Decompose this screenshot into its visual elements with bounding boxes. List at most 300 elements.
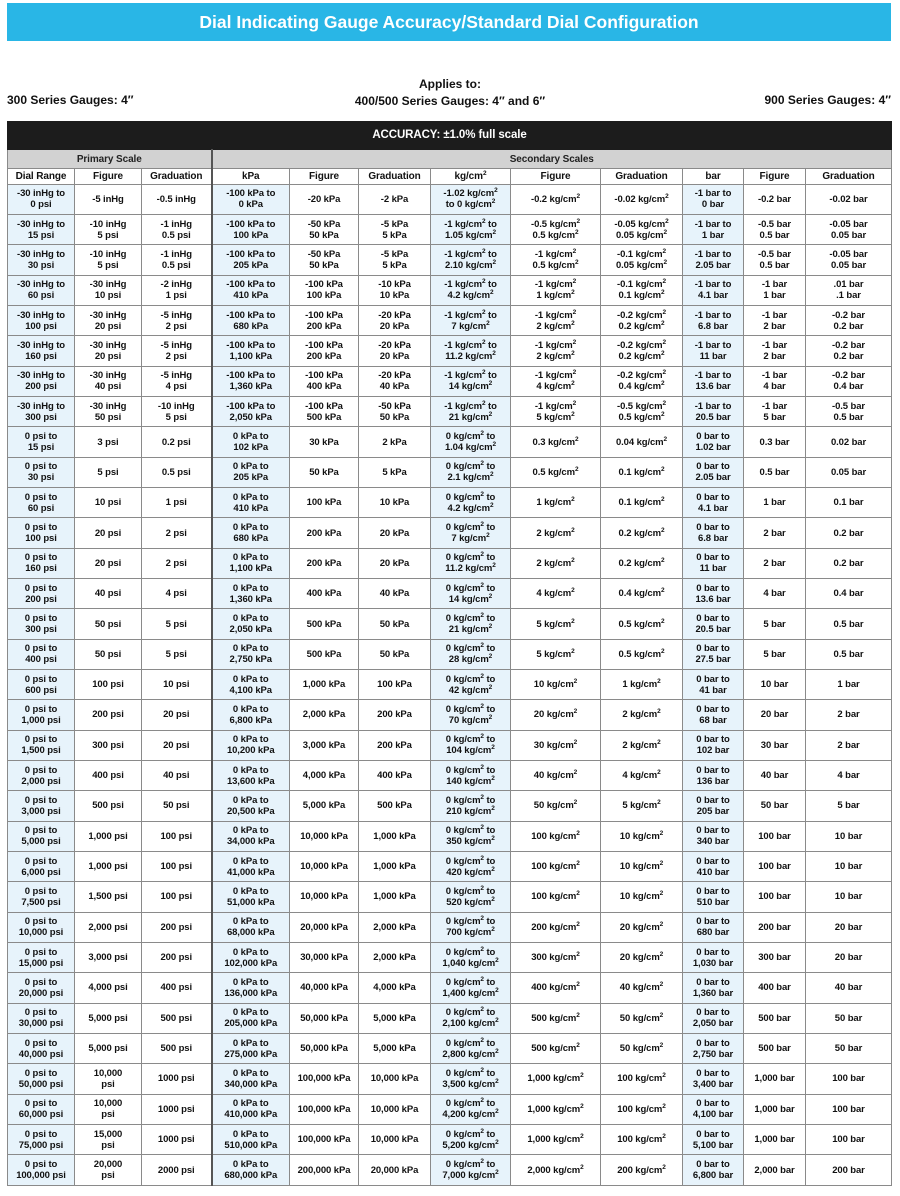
cell-kpa-figure: 500 kPa — [290, 609, 359, 639]
cell-bar-figure: 1,000 bar — [744, 1094, 806, 1124]
cell-figure: -30 inHg 20 psi — [75, 336, 142, 366]
cell-graduation: 2 psi — [142, 518, 212, 548]
cell-bar-figure: 30 bar — [744, 730, 806, 760]
applies-900-series: 900 Series Gauges: 4″ — [764, 93, 891, 107]
cell-kpa-graduation: -10 kPa 10 kPa — [359, 275, 431, 305]
table-row — [8, 488, 892, 518]
cell-graduation: 20 psi — [142, 700, 212, 730]
cell-kpa-graduation: 4,000 kPa — [359, 973, 431, 1003]
cell-dial-range: 0 psi to 15 psi — [8, 427, 75, 457]
cell-kpa-figure: 10,000 kPa — [290, 882, 359, 912]
cell-kgcm2-figure: 4 $kg/cm^2$ — [511, 579, 601, 609]
table-row — [8, 215, 892, 245]
table-row — [8, 760, 892, 790]
cell-bar-range: 0 bar to 1.02 bar — [683, 427, 744, 457]
cell-bar-range: 0 bar to 6.8 bar — [683, 518, 744, 548]
cell-kpa-range: 0 kPa to 205 kPa — [212, 457, 290, 487]
cell-graduation: 100 psi — [142, 882, 212, 912]
table-row — [8, 1124, 892, 1154]
table-row — [8, 1064, 892, 1094]
cell-kgcm2-graduation: 10 $kg/cm^2$ — [601, 821, 683, 851]
cell-kpa-range: 0 kPa to 510,000 kPa — [212, 1124, 290, 1154]
cell-graduation: -5 inHg 4 psi — [142, 366, 212, 396]
cell-kpa-range: 0 kPa to 68,000 kPa — [212, 912, 290, 942]
cell-bar-range: -1 bar to 4.1 bar — [683, 275, 744, 305]
cell-kgcm2-range: 0 $kg/cm^2$ to 420 $kg/cm^2$ — [431, 851, 511, 881]
cell-bar-graduation: 100 bar — [806, 1124, 892, 1154]
applies-400-500-series: 400/500 Series Gauges: 4″ and 6″ — [354, 94, 546, 108]
cell-kgcm2-figure: 500 $kg/cm^2$ — [511, 1003, 601, 1033]
cell-dial-range: -30 inHg to 100 psi — [8, 306, 75, 336]
cell-kgcm2-graduation: 100 $kg/cm^2$ — [601, 1094, 683, 1124]
table-row — [8, 366, 892, 396]
cell-dial-range: 0 psi to 40,000 psi — [8, 1033, 75, 1063]
cell-bar-figure: 100 bar — [744, 821, 806, 851]
cell-dial-range: 0 psi to 100 psi — [8, 518, 75, 548]
cell-kpa-graduation: 1,000 kPa — [359, 821, 431, 851]
cell-figure: -30 inHg 50 psi — [75, 397, 142, 427]
cell-figure: 400 psi — [75, 760, 142, 790]
cell-kgcm2-figure: 100 $kg/cm^2$ — [511, 882, 601, 912]
cell-bar-range: 0 bar to 3,400 bar — [683, 1064, 744, 1094]
cell-graduation: 1 psi — [142, 488, 212, 518]
cell-bar-range: 0 bar to 205 bar — [683, 791, 744, 821]
table-row — [8, 912, 892, 942]
cell-kpa-figure: 40,000 kPa — [290, 973, 359, 1003]
cell-kpa-range: -100 kPa to 1,100 kPa — [212, 336, 290, 366]
cell-kpa-graduation: 200 kPa — [359, 700, 431, 730]
cell-kgcm2-graduation: 10 $kg/cm^2$ — [601, 851, 683, 881]
cell-kgcm2-figure: 100 $kg/cm^2$ — [511, 821, 601, 851]
cell-graduation: -0.5 inHg — [142, 184, 212, 214]
cell-kgcm2-figure: -1 $kg/cm^2$ 1 $kg/cm^2$ — [511, 275, 601, 305]
cell-dial-range: 0 psi to 160 psi — [8, 548, 75, 578]
cell-graduation: 5 psi — [142, 639, 212, 669]
cell-kpa-range: -100 kPa to 0 kPa — [212, 184, 290, 214]
cell-kpa-graduation: 10,000 kPa — [359, 1124, 431, 1154]
cell-figure: 300 psi — [75, 730, 142, 760]
cell-kpa-figure: -100 kPa 200 kPa — [290, 306, 359, 336]
cell-kgcm2-figure: -0.2 $kg/cm^2$ — [511, 184, 601, 214]
cell-kpa-graduation: -5 kPa 5 kPa — [359, 245, 431, 275]
cell-figure: -5 inHg — [75, 184, 142, 214]
cell-dial-range: -30 inHg to 200 psi — [8, 366, 75, 396]
cell-kgcm2-graduation: 10 $kg/cm^2$ — [601, 882, 683, 912]
cell-kpa-graduation: 20 kPa — [359, 548, 431, 578]
cell-kgcm2-figure: 500 $kg/cm^2$ — [511, 1033, 601, 1063]
cell-kpa-range: -100 kPa to 680 kPa — [212, 306, 290, 336]
cell-kpa-range: 0 kPa to 275,000 kPa — [212, 1033, 290, 1063]
cell-kpa-graduation: 5 kPa — [359, 457, 431, 487]
table-row — [8, 184, 892, 214]
cell-graduation: 200 psi — [142, 942, 212, 972]
cell-kgcm2-graduation: 100 $kg/cm^2$ — [601, 1064, 683, 1094]
cell-kgcm2-graduation: 50 $kg/cm^2$ — [601, 1003, 683, 1033]
cell-bar-range: -1 bar to 1 bar — [683, 215, 744, 245]
cell-kgcm2-graduation: 0.1 $kg/cm^2$ — [601, 457, 683, 487]
cell-kpa-graduation: 20,000 kPa — [359, 1155, 431, 1186]
cell-kgcm2-figure: 5 $kg/cm^2$ — [511, 609, 601, 639]
cell-dial-range: 0 psi to 100,000 psi — [8, 1155, 75, 1186]
cell-dial-range: -30 inHg to 0 psi — [8, 184, 75, 214]
cell-bar-figure: 2,000 bar — [744, 1155, 806, 1186]
cell-bar-figure: -1 bar 2 bar — [744, 336, 806, 366]
cell-kpa-range: 0 kPa to 41,000 kPa — [212, 851, 290, 881]
cell-dial-range: 0 psi to 200 psi — [8, 579, 75, 609]
cell-kgcm2-range: 0 $kg/cm^2$ to 1.04 $kg/cm^2$ — [431, 427, 511, 457]
cell-kpa-figure: 50 kPa — [290, 457, 359, 487]
cell-bar-figure: 500 bar — [744, 1033, 806, 1063]
cell-bar-graduation: 2 bar — [806, 700, 892, 730]
cell-kgcm2-graduation: 100 $kg/cm^2$ — [601, 1124, 683, 1154]
cell-graduation: 40 psi — [142, 760, 212, 790]
cell-graduation: 1000 psi — [142, 1064, 212, 1094]
cell-figure: 40 psi — [75, 579, 142, 609]
cell-bar-figure: 10 bar — [744, 670, 806, 700]
table-row — [8, 882, 892, 912]
cell-kgcm2-figure: 200 $kg/cm^2$ — [511, 912, 601, 942]
cell-bar-range: 0 bar to 510 bar — [683, 882, 744, 912]
table-row — [8, 1033, 892, 1063]
cell-kgcm2-graduation: 2 $kg/cm^2$ — [601, 700, 683, 730]
cell-kgcm2-graduation: 1 $kg/cm^2$ — [601, 670, 683, 700]
primary-scale-header: Primary Scale — [8, 150, 212, 169]
cell-kpa-range: 0 kPa to 2,750 kPa — [212, 639, 290, 669]
cell-kgcm2-range: 0 $kg/cm^2$ to 7 $kg/cm^2$ — [431, 518, 511, 548]
cell-bar-range: -1 bar to 2.05 bar — [683, 245, 744, 275]
cell-kpa-graduation: -20 kPa 20 kPa — [359, 306, 431, 336]
cell-kgcm2-graduation: 20 $kg/cm^2$ — [601, 912, 683, 942]
accuracy-banner: ACCURACY: ±1.0% full scale — [8, 122, 892, 150]
page-title: Dial Indicating Gauge Accuracy/Standard Dial Configuration — [7, 3, 891, 41]
cell-bar-figure: -1 bar 5 bar — [744, 397, 806, 427]
cell-bar-range: 0 bar to 2.05 bar — [683, 457, 744, 487]
cell-kgcm2-graduation: -0.2 $kg/cm^2$ 0.2 $kg/cm^2$ — [601, 336, 683, 366]
cell-bar-graduation: -0.2 bar 0.4 bar — [806, 366, 892, 396]
cell-bar-figure: 500 bar — [744, 1003, 806, 1033]
cell-bar-graduation: 0.5 bar — [806, 609, 892, 639]
cell-bar-graduation: 20 bar — [806, 942, 892, 972]
cell-bar-range: 0 bar to 340 bar — [683, 821, 744, 851]
cell-kgcm2-figure: -1 $kg/cm^2$ 4 $kg/cm^2$ — [511, 366, 601, 396]
cell-dial-range: 0 psi to 3,000 psi — [8, 791, 75, 821]
column-header-kpa-figure: Figure — [290, 169, 359, 185]
cell-bar-graduation: 100 bar — [806, 1064, 892, 1094]
cell-kgcm2-range: 0 $kg/cm^2$ to 2,100 $kg/cm^2$ — [431, 1003, 511, 1033]
column-header-row — [8, 169, 892, 185]
cell-bar-graduation: 5 bar — [806, 791, 892, 821]
cell-bar-graduation: 100 bar — [806, 1094, 892, 1124]
cell-figure: 20,000 psi — [75, 1155, 142, 1186]
cell-kpa-graduation: 20 kPa — [359, 518, 431, 548]
cell-figure: 15,000 psi — [75, 1124, 142, 1154]
cell-kpa-range: 0 kPa to 136,000 kPa — [212, 973, 290, 1003]
cell-bar-figure: 5 bar — [744, 609, 806, 639]
cell-bar-graduation: 0.2 bar — [806, 548, 892, 578]
cell-kgcm2-graduation: 40 $kg/cm^2$ — [601, 973, 683, 1003]
cell-kgcm2-figure: 5 $kg/cm^2$ — [511, 639, 601, 669]
cell-kgcm2-figure: 30 $kg/cm^2$ — [511, 730, 601, 760]
cell-bar-graduation: 200 bar — [806, 1155, 892, 1186]
column-header-bar-graduation: Graduation — [806, 169, 892, 185]
cell-bar-figure: 40 bar — [744, 760, 806, 790]
cell-kgcm2-range: 0 $kg/cm^2$ to 3,500 $kg/cm^2$ — [431, 1064, 511, 1094]
cell-graduation: 100 psi — [142, 851, 212, 881]
cell-graduation: 500 psi — [142, 1003, 212, 1033]
cell-kgcm2-graduation: 5 $kg/cm^2$ — [601, 791, 683, 821]
cell-bar-graduation: -0.5 bar 0.5 bar — [806, 397, 892, 427]
cell-bar-range: 0 bar to 5,100 bar — [683, 1124, 744, 1154]
cell-dial-range: -30 inHg to 160 psi — [8, 336, 75, 366]
cell-bar-figure: 5 bar — [744, 639, 806, 669]
cell-dial-range: 0 psi to 30 psi — [8, 457, 75, 487]
cell-kgcm2-graduation: 0.5 $kg/cm^2$ — [601, 609, 683, 639]
cell-kpa-range: 0 kPa to 1,360 kPa — [212, 579, 290, 609]
cell-kgcm2-range: 0 $kg/cm^2$ to 140 $kg/cm^2$ — [431, 760, 511, 790]
table-row — [8, 579, 892, 609]
cell-kgcm2-range: -1 $kg/cm^2$ to 11.2 $kg/cm^2$ — [431, 336, 511, 366]
cell-figure: -30 inHg 20 psi — [75, 306, 142, 336]
cell-kpa-figure: 500 kPa — [290, 639, 359, 669]
cell-kgcm2-graduation: 200 $kg/cm^2$ — [601, 1155, 683, 1186]
cell-kgcm2-figure: -1 $kg/cm^2$ 0.5 $kg/cm^2$ — [511, 245, 601, 275]
cell-kgcm2-figure: 40 $kg/cm^2$ — [511, 760, 601, 790]
cell-kgcm2-figure: -1 $kg/cm^2$ 5 $kg/cm^2$ — [511, 397, 601, 427]
cell-kpa-figure: 1,000 kPa — [290, 670, 359, 700]
cell-bar-graduation: -0.05 bar 0.05 bar — [806, 245, 892, 275]
cell-kgcm2-range: -1 $kg/cm^2$ to 1.05 $kg/cm^2$ — [431, 215, 511, 245]
cell-kgcm2-range: -1.02 $kg/cm^2$ to 0 $kg/cm^2$ — [431, 184, 511, 214]
cell-kpa-graduation: 1,000 kPa — [359, 882, 431, 912]
cell-kgcm2-graduation: -0.05 $kg/cm^2$ 0.05 $kg/cm^2$ — [601, 215, 683, 245]
cell-kpa-range: 0 kPa to 102 kPa — [212, 427, 290, 457]
cell-figure: 500 psi — [75, 791, 142, 821]
table-row — [8, 275, 892, 305]
cell-kpa-range: 0 kPa to 102,000 kPa — [212, 942, 290, 972]
cell-bar-figure: -1 bar 2 bar — [744, 306, 806, 336]
cell-kpa-figure: 400 kPa — [290, 579, 359, 609]
cell-kpa-graduation: -50 kPa 50 kPa — [359, 397, 431, 427]
cell-kpa-figure: -100 kPa 100 kPa — [290, 275, 359, 305]
cell-bar-range: 0 bar to 680 bar — [683, 912, 744, 942]
cell-kgcm2-figure: 300 $kg/cm^2$ — [511, 942, 601, 972]
cell-kgcm2-figure: 2 $kg/cm^2$ — [511, 548, 601, 578]
cell-figure: 20 psi — [75, 518, 142, 548]
cell-kgcm2-graduation: -0.1 $kg/cm^2$ 0.1 $kg/cm^2$ — [601, 275, 683, 305]
cell-graduation: 0.2 psi — [142, 427, 212, 457]
cell-kgcm2-range: 0 $kg/cm^2$ to 700 $kg/cm^2$ — [431, 912, 511, 942]
cell-bar-figure: -0.5 bar 0.5 bar — [744, 245, 806, 275]
cell-bar-range: 0 bar to 68 bar — [683, 700, 744, 730]
cell-bar-graduation: 10 bar — [806, 882, 892, 912]
cell-graduation: 10 psi — [142, 670, 212, 700]
cell-figure: 2,000 psi — [75, 912, 142, 942]
cell-graduation: 20 psi — [142, 730, 212, 760]
cell-kpa-figure: -50 kPa 50 kPa — [290, 215, 359, 245]
cell-bar-figure: 20 bar — [744, 700, 806, 730]
cell-figure: 50 psi — [75, 609, 142, 639]
cell-kgcm2-range: 0 $kg/cm^2$ to 520 $kg/cm^2$ — [431, 882, 511, 912]
cell-bar-graduation: -0.2 bar 0.2 bar — [806, 306, 892, 336]
cell-kpa-graduation: 100 kPa — [359, 670, 431, 700]
cell-bar-figure: 0.5 bar — [744, 457, 806, 487]
cell-graduation: 50 psi — [142, 791, 212, 821]
cell-kpa-range: 0 kPa to 51,000 kPa — [212, 882, 290, 912]
cell-kgcm2-range: 0 $kg/cm^2$ to 14 $kg/cm^2$ — [431, 579, 511, 609]
column-header-kpa-range: kPa — [212, 169, 290, 185]
cell-kpa-figure: -20 kPa — [290, 184, 359, 214]
cell-graduation: 4 psi — [142, 579, 212, 609]
cell-bar-graduation: 10 bar — [806, 821, 892, 851]
cell-graduation: 400 psi — [142, 973, 212, 1003]
cell-graduation: 200 psi — [142, 912, 212, 942]
cell-graduation: 500 psi — [142, 1033, 212, 1063]
cell-graduation: -1 inHg 0.5 psi — [142, 215, 212, 245]
cell-dial-range: 0 psi to 60,000 psi — [8, 1094, 75, 1124]
cell-bar-range: 0 bar to 13.6 bar — [683, 579, 744, 609]
cell-bar-figure: 300 bar — [744, 942, 806, 972]
cell-kgcm2-range: -1 $kg/cm^2$ to 21 $kg/cm^2$ — [431, 397, 511, 427]
cell-kgcm2-range: -1 $kg/cm^2$ to 4.2 $kg/cm^2$ — [431, 275, 511, 305]
cell-kgcm2-range: 0 $kg/cm^2$ to 1,040 $kg/cm^2$ — [431, 942, 511, 972]
cell-kgcm2-figure: 0.3 $kg/cm^2$ — [511, 427, 601, 457]
cell-graduation: 1000 psi — [142, 1094, 212, 1124]
cell-kgcm2-figure: 1 $kg/cm^2$ — [511, 488, 601, 518]
table-row — [8, 336, 892, 366]
table-row — [8, 1003, 892, 1033]
cell-kpa-figure: 100,000 kPa — [290, 1124, 359, 1154]
cell-kpa-figure: 10,000 kPa — [290, 851, 359, 881]
cell-kgcm2-graduation: 0.2 $kg/cm^2$ — [601, 518, 683, 548]
cell-bar-figure: -1 bar 4 bar — [744, 366, 806, 396]
cell-kgcm2-figure: 10 $kg/cm^2$ — [511, 670, 601, 700]
cell-kgcm2-range: -1 $kg/cm^2$ to 2.10 $kg/cm^2$ — [431, 245, 511, 275]
cell-kgcm2-range: 0 $kg/cm^2$ to 28 $kg/cm^2$ — [431, 639, 511, 669]
cell-bar-range: 0 bar to 2,050 bar — [683, 1003, 744, 1033]
cell-bar-graduation: 0.02 bar — [806, 427, 892, 457]
cell-kpa-range: 0 kPa to 2,050 kPa — [212, 609, 290, 639]
cell-kgcm2-range: 0 $kg/cm^2$ to 70 $kg/cm^2$ — [431, 700, 511, 730]
cell-graduation: 100 psi — [142, 821, 212, 851]
cell-figure: 3 psi — [75, 427, 142, 457]
cell-kgcm2-figure: 1,000 $kg/cm^2$ — [511, 1064, 601, 1094]
table-row — [8, 427, 892, 457]
cell-dial-range: 0 psi to 1,500 psi — [8, 730, 75, 760]
column-header-kgcm2-figure: Figure — [511, 169, 601, 185]
cell-kpa-figure: 100,000 kPa — [290, 1064, 359, 1094]
cell-bar-graduation: -0.05 bar 0.05 bar — [806, 215, 892, 245]
cell-kpa-graduation: 2,000 kPa — [359, 942, 431, 972]
cell-figure: 1,000 psi — [75, 821, 142, 851]
cell-kgcm2-graduation: 20 $kg/cm^2$ — [601, 942, 683, 972]
column-header-kgcm2-range: $kg/cm^2$ — [431, 169, 511, 185]
cell-kgcm2-range: 0 $kg/cm^2$ to 11.2 $kg/cm^2$ — [431, 548, 511, 578]
cell-kpa-graduation: 2 kPa — [359, 427, 431, 457]
cell-graduation: 1000 psi — [142, 1124, 212, 1154]
cell-dial-range: 0 psi to 7,500 psi — [8, 882, 75, 912]
cell-bar-graduation: 0.4 bar — [806, 579, 892, 609]
column-header-graduation: Graduation — [142, 169, 212, 185]
cell-kpa-graduation: -5 kPa 5 kPa — [359, 215, 431, 245]
cell-bar-figure: 1 bar — [744, 488, 806, 518]
cell-kpa-range: 0 kPa to 1,100 kPa — [212, 548, 290, 578]
cell-kpa-range: 0 kPa to 680,000 kPa — [212, 1155, 290, 1186]
cell-kgcm2-graduation: 0.5 $kg/cm^2$ — [601, 639, 683, 669]
cell-bar-range: 0 bar to 136 bar — [683, 760, 744, 790]
cell-bar-range: 0 bar to 4,100 bar — [683, 1094, 744, 1124]
cell-kpa-graduation: 50 kPa — [359, 609, 431, 639]
cell-kgcm2-graduation: -0.2 $kg/cm^2$ 0.4 $kg/cm^2$ — [601, 366, 683, 396]
cell-graduation: 2000 psi — [142, 1155, 212, 1186]
table-row — [8, 700, 892, 730]
cell-bar-graduation: 0.2 bar — [806, 518, 892, 548]
cell-dial-range: 0 psi to 1,000 psi — [8, 700, 75, 730]
cell-kgcm2-graduation: 50 $kg/cm^2$ — [601, 1033, 683, 1063]
cell-kgcm2-figure: 2 $kg/cm^2$ — [511, 518, 601, 548]
cell-figure: 10 psi — [75, 488, 142, 518]
cell-kgcm2-range: 0 $kg/cm^2$ to 2,800 $kg/cm^2$ — [431, 1033, 511, 1063]
cell-kgcm2-range: 0 $kg/cm^2$ to 210 $kg/cm^2$ — [431, 791, 511, 821]
cell-bar-graduation: 0.05 bar — [806, 457, 892, 487]
cell-figure: 20 psi — [75, 548, 142, 578]
cell-kgcm2-range: 0 $kg/cm^2$ to 2.1 $kg/cm^2$ — [431, 457, 511, 487]
cell-dial-range: 0 psi to 75,000 psi — [8, 1124, 75, 1154]
cell-figure: 10,000 psi — [75, 1094, 142, 1124]
cell-kgcm2-graduation: -0.02 $kg/cm^2$ — [601, 184, 683, 214]
cell-kgcm2-range: 0 $kg/cm^2$ to 4.2 $kg/cm^2$ — [431, 488, 511, 518]
cell-dial-range: -30 inHg to 30 psi — [8, 245, 75, 275]
cell-bar-graduation: 1 bar — [806, 670, 892, 700]
cell-figure: 5,000 psi — [75, 1003, 142, 1033]
cell-kpa-range: -100 kPa to 410 kPa — [212, 275, 290, 305]
cell-kpa-figure: 4,000 kPa — [290, 760, 359, 790]
cell-kpa-figure: -50 kPa 50 kPa — [290, 245, 359, 275]
cell-figure: -30 inHg 40 psi — [75, 366, 142, 396]
cell-dial-range: 0 psi to 5,000 psi — [8, 821, 75, 851]
cell-dial-range: 0 psi to 30,000 psi — [8, 1003, 75, 1033]
table-row — [8, 397, 892, 427]
cell-figure: 3,000 psi — [75, 942, 142, 972]
table-row — [8, 639, 892, 669]
cell-kpa-range: 0 kPa to 6,800 kPa — [212, 700, 290, 730]
column-header-kgcm2-graduation: Graduation — [601, 169, 683, 185]
cell-bar-range: -1 bar to 6.8 bar — [683, 306, 744, 336]
cell-bar-graduation: 50 bar — [806, 1003, 892, 1033]
cell-kpa-graduation: 10,000 kPa — [359, 1064, 431, 1094]
cell-kgcm2-figure: 1,000 $kg/cm^2$ — [511, 1094, 601, 1124]
cell-kpa-graduation: 2,000 kPa — [359, 912, 431, 942]
table-row — [8, 548, 892, 578]
cell-bar-range: -1 bar to 20.5 bar — [683, 397, 744, 427]
cell-kpa-graduation: 200 kPa — [359, 730, 431, 760]
cell-kgcm2-figure: -0.5 $kg/cm^2$ 0.5 $kg/cm^2$ — [511, 215, 601, 245]
cell-kpa-figure: 3,000 kPa — [290, 730, 359, 760]
cell-bar-figure: 200 bar — [744, 912, 806, 942]
table-row — [8, 851, 892, 881]
cell-kpa-graduation: -2 kPa — [359, 184, 431, 214]
cell-dial-range: 0 psi to 20,000 psi — [8, 973, 75, 1003]
cell-graduation: -10 inHg 5 psi — [142, 397, 212, 427]
secondary-scales-header: Secondary Scales — [212, 150, 892, 169]
cell-bar-graduation: 4 bar — [806, 760, 892, 790]
cell-kgcm2-graduation: 0.2 $kg/cm^2$ — [601, 548, 683, 578]
cell-kpa-figure: 5,000 kPa — [290, 791, 359, 821]
cell-dial-range: 0 psi to 15,000 psi — [8, 942, 75, 972]
cell-graduation: 0.5 psi — [142, 457, 212, 487]
cell-bar-graduation: .01 bar .1 bar — [806, 275, 892, 305]
cell-kgcm2-figure: 0.5 $kg/cm^2$ — [511, 457, 601, 487]
cell-kgcm2-range: 0 $kg/cm^2$ to 42 $kg/cm^2$ — [431, 670, 511, 700]
